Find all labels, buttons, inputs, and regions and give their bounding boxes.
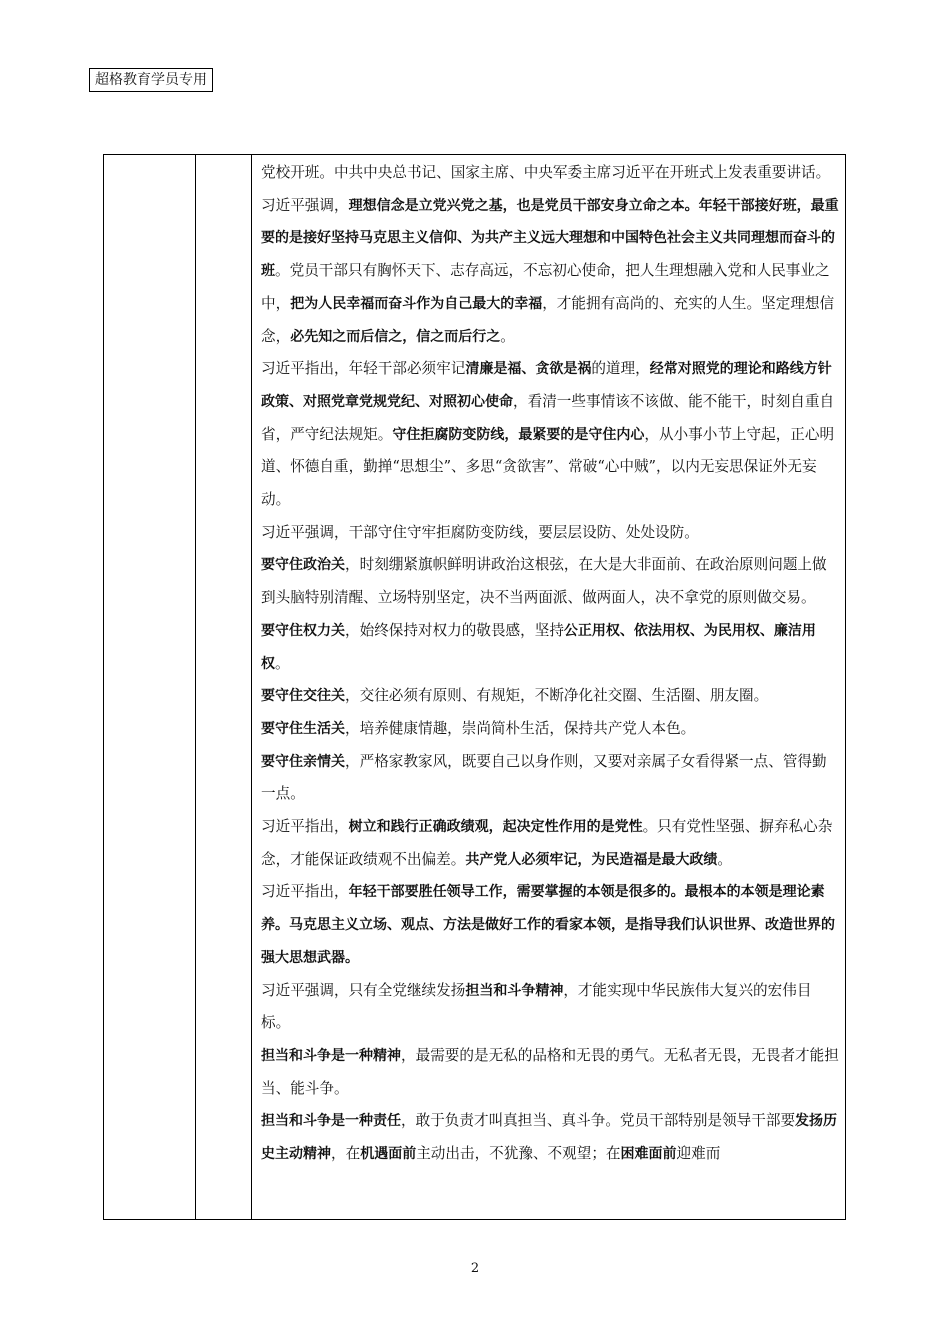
bold-text: 要守住权力关 — [261, 622, 345, 639]
content-cell — [261, 157, 839, 1171]
bold-text: 发扬历史主动精神 — [261, 1113, 838, 1163]
text-run: ，严格家教家风，既要自己以身作则，又要对亲属子女看得紧一点、管得勤一点。 — [261, 752, 827, 803]
bold-text: 要守住生活关 — [261, 720, 345, 737]
paragraph — [261, 157, 839, 190]
text-run: ，从小事小节上守起，正心明道、怀德自重，勤掸“思想尘”、多思“贪欲害”、常破“心中贼”，以内无妄思保证外无妄动。 — [261, 425, 835, 509]
text-run: 迎难而 — [676, 1145, 721, 1163]
paragraph — [261, 615, 839, 680]
paragraph — [261, 1105, 839, 1170]
text-run: ，才能拥有高尚的、充实的人生。坚定理想信念， — [261, 294, 835, 345]
bold-text: 担当和斗争是一种责任 — [261, 1113, 401, 1130]
bold-text: 必先知之而后信之，信之而后行之 — [290, 328, 501, 345]
bold-text: 困难面前 — [620, 1146, 677, 1163]
paragraph — [261, 811, 839, 876]
text-run: ，看清一些事情该不该做、能不能干，时刻自重自省，严守纪法规矩。 — [261, 392, 835, 443]
column-divider-2 — [251, 155, 252, 1219]
text-run: 习近平指出， — [261, 818, 349, 836]
text-run: ，时刻绷紧旗帜鲜明讲政治这根弦，在大是大非面前、在政治原则问题上做到头脑特别清醒、立场特别坚定，决不当两面派、做两面人，决不拿党的原则做交易。 — [261, 556, 827, 607]
bold-text: 经常对照党的理论和路线方针政策、对照党章党规党纪、对照初心使命 — [261, 361, 832, 410]
text-run: 主动出击，不犹豫、不观望；在 — [416, 1145, 621, 1163]
text-run: 习近平强调，只有全党继续发扬 — [261, 981, 466, 999]
bold-text: 要守住交往关 — [261, 688, 345, 705]
bold-text: 把为人民幸福而奋斗作为自己最大的幸福 — [290, 295, 543, 312]
bold-text: 理想信念是立党兴党之基，也是党员干部安身立命之本。年轻干部接好班，最重要的是接好坚持马克思主义信仰、为共产主义远大理想和中国特色社会主义共同理想而奋斗的班 — [261, 197, 839, 280]
text-run: 党校开班。中共中央总书记、国家主席、中央军委主席习近平在开班式上发表重要讲话。 — [261, 164, 831, 181]
bold-text: 守住拒腐防变防线，最紧要的是守住内心 — [392, 426, 645, 443]
text-run: 习近平指出， — [261, 883, 349, 901]
bold-text: 清廉是福、贪欲是祸 — [465, 361, 592, 378]
paragraph — [261, 746, 839, 811]
text-run: ，培养健康情趣，崇尚简朴生活，保持共产党人本色。 — [345, 719, 696, 737]
paragraph — [261, 549, 839, 614]
paragraph — [261, 353, 839, 517]
bold-text: 树立和践行正确政绩观，起决定性作用的是党性 — [348, 819, 643, 836]
text-run: ，交往必须有原则、有规矩，不断净化社交圈、生活圈、朋友圈。 — [345, 687, 769, 705]
paragraph — [261, 975, 839, 1040]
text-run: 习近平强调， — [261, 196, 349, 214]
bold-text: 担当和斗争精神 — [465, 982, 564, 999]
bold-text: 要守住亲情关 — [261, 753, 345, 770]
column-divider-1 — [195, 155, 196, 1219]
paragraph — [261, 713, 839, 746]
bold-text: 担当和斗争是一种精神 — [261, 1047, 401, 1064]
text-run: 习近平强调，干部守住守牢拒腐防变防线，要层层设防、处处设防。 — [261, 523, 699, 541]
paragraph — [261, 1040, 839, 1105]
paragraph — [261, 876, 839, 974]
text-run: 习近平指出，年轻干部必须牢记 — [261, 360, 466, 378]
text-run: 。 — [500, 327, 515, 345]
bold-text: 公正用权、依法用权、为民用权、廉洁用权 — [261, 622, 816, 672]
document-table — [103, 154, 846, 1220]
text-run: 。党员干部只有胸怀天下、志存高远，不忘初心使命，把人生理想融入党和人民事业之中， — [261, 262, 830, 312]
header-label: 超格教育学员专用 — [89, 68, 213, 92]
text-run: ，在 — [331, 1145, 361, 1163]
bold-text: 机遇面前 — [360, 1146, 417, 1163]
paragraph — [261, 190, 839, 354]
text-run: 。 — [717, 850, 732, 868]
text-run: ，才能实现中华民族伟大复兴的宏伟目标。 — [261, 981, 812, 1032]
text-run: ，敢于负责才叫真担当、真斗争。党员干部特别是领导干部要 — [401, 1112, 796, 1130]
paragraph — [261, 680, 839, 713]
text-run: ，最需要的是无私的品格和无畏的勇气。无私者无畏，无畏者才能担当、能斗争。 — [261, 1046, 839, 1097]
text-run: 。 — [275, 654, 290, 672]
bold-text: 年轻干部要胜任领导工作，需要掌握的本领是很多的。最根本的本领是理论素养。马克思主义立场、观点、方法是做好工作的看家本领，是指导我们认识世界、改造世界的强大思想武器。 — [261, 884, 835, 966]
page-number: 2 — [470, 1261, 480, 1276]
paragraph — [261, 517, 839, 550]
text-run: 。只有党性坚强、摒弃私心杂念，才能保证政绩观不出偏差。 — [261, 818, 833, 868]
text-run: ，始终保持对权力的敬畏感，坚持 — [345, 621, 564, 639]
text-run: 的道理， — [591, 360, 650, 378]
bold-text: 要守住政治关 — [261, 557, 345, 574]
bold-text: 共产党人必须牢记，为民造福是最大政绩 — [465, 851, 718, 868]
